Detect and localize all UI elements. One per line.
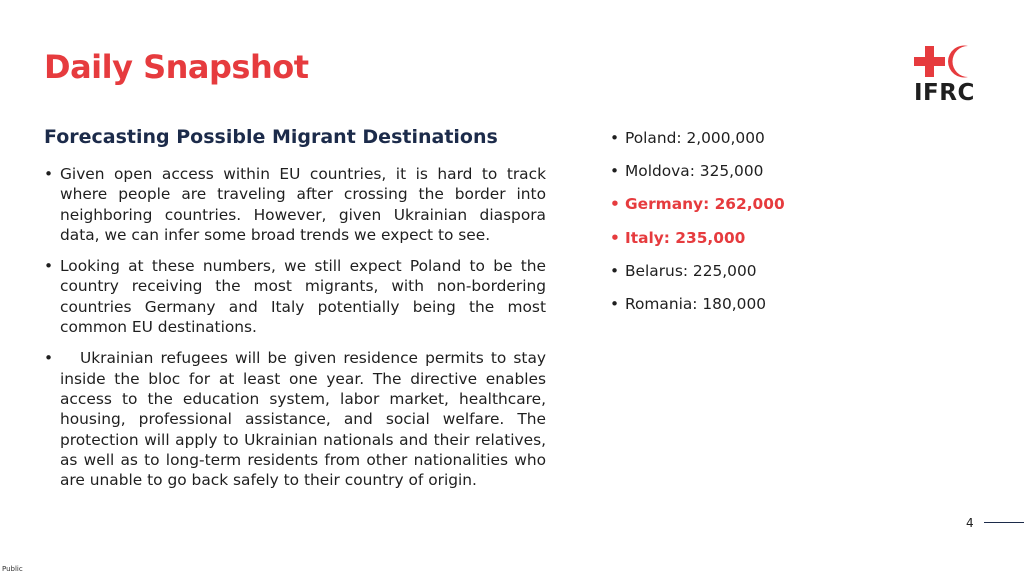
country-item-italy: • Italy: 235,000 (610, 228, 785, 248)
bullet-item (44, 348, 546, 490)
bullet-text: Ukrainian refugees will be given residence permits to stay inside the bloc for at least one year. The directive enables access to the education system, labor market, healthcare, housing, professional assistance, and social welfare. The protection will apply to Ukrainian nationals and their relatives, as well as to long-term residents from other nationalities who are unable to go back safely to their country of origin. (60, 349, 546, 490)
country-item-romania: • Romania: 180,000 (610, 294, 785, 314)
bullet-text: Given open access within EU countries, it is hard to track where people are traveling after crossing the border into neighboring countries. However, given Ukrainian diaspora data, we can infer some broad trends we expect to see. (60, 165, 546, 244)
country-item-germany: • Germany: 262,000 (610, 194, 785, 214)
page-number: 4 (966, 516, 974, 530)
country-estimate-list (610, 128, 785, 327)
country-item-belarus: • Belarus: 225,000 (610, 261, 785, 281)
bullet-item (44, 164, 546, 245)
country-item-moldova: • Moldova: 325,000 (610, 161, 785, 181)
forecast-bullet-list (44, 164, 546, 501)
ifrc-logo-text: IFRC (914, 80, 975, 106)
page-title: Daily Snapshot (44, 48, 309, 86)
section-subtitle: Forecasting Possible Migrant Destinations (44, 126, 498, 148)
country-item-poland: • Poland: 2,000,000 (610, 128, 785, 148)
page-number-divider (984, 522, 1024, 523)
bullet-text: Looking at these numbers, we still expect Poland to be the country receiving the most migrants, with non-bordering countries Germany and Italy potentially being the most common EU destinations. (60, 257, 546, 337)
bullet-item (44, 256, 546, 337)
classification-label: Public (2, 565, 23, 573)
